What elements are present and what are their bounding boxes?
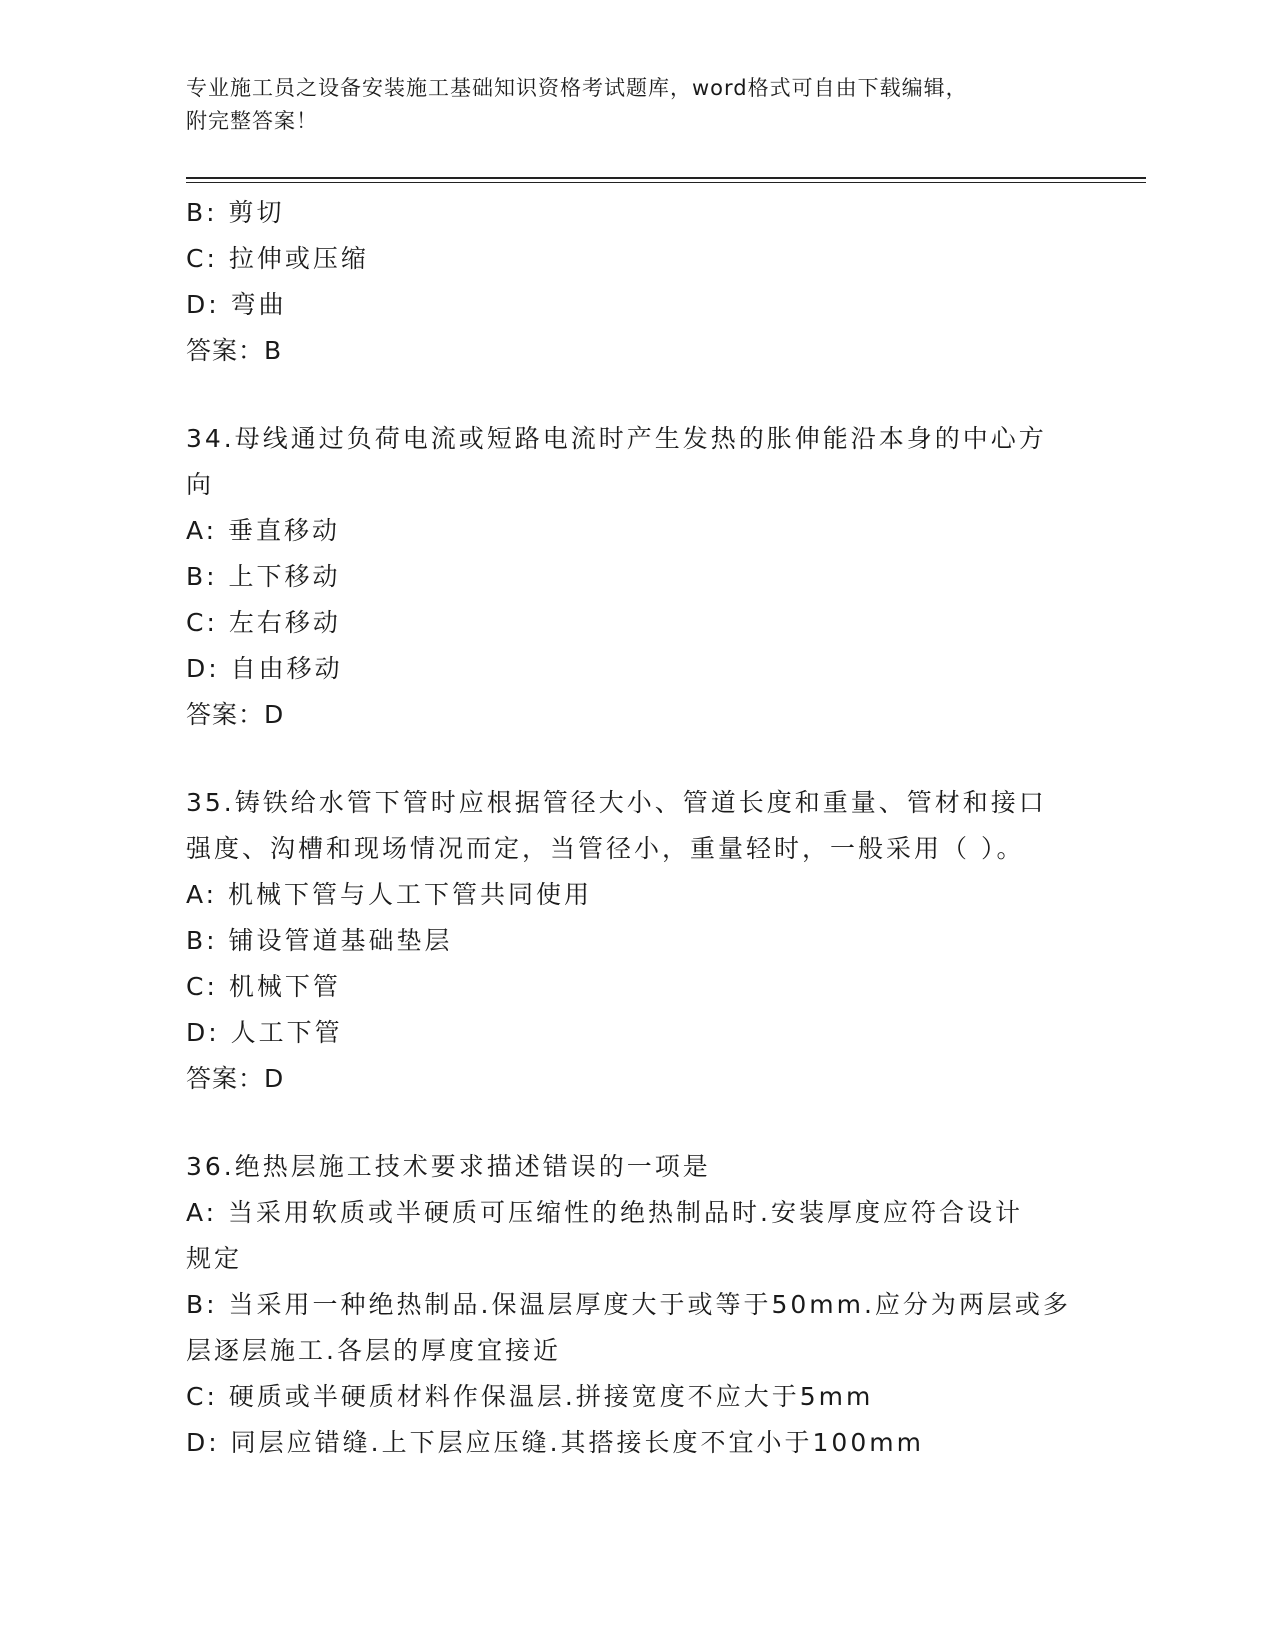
option-b-line-1: B: 当采用一种绝热制品.保温层厚度大于或等于50mm.应分为两层或多 [186,1290,1071,1319]
question-list [186,190,1086,1466]
question-36 [186,1144,1086,1466]
option-c: C: 硬质或半硬质材料作保温层.拼接宽度不应大于5mm [186,1382,874,1411]
option-b: B: 上下移动 [186,562,341,591]
page-header [186,72,1086,138]
question-stem-line-1: 36.绝热层施工技术要求描述错误的一项是 [186,1152,711,1181]
option-d: D: 弯曲 [186,290,287,319]
option-a-line-2: 规定 [186,1244,243,1273]
option-b: B: 剪切 [186,198,285,227]
header-line-2: 附完整答案！ [186,109,318,133]
option-c: C: 拉伸或压缩 [186,244,369,273]
option-c: C: 机械下管 [186,972,341,1001]
question-34 [186,416,1086,738]
question-35 [186,780,1086,1102]
header-divider-thin [186,182,1146,183]
answer-line: 答案：B [186,336,283,365]
question-33 [186,190,1086,374]
question-stem-line-2: 强度、沟槽和现场情况而定，当管径小，重量轻时，一般采用（ ）。 [186,834,1025,863]
question-stem-line-1: 34.母线通过负荷电流或短路电流时产生发热的胀伸能沿本身的中心方 [186,424,1047,453]
option-d: D: 自由移动 [186,654,343,683]
answer-line: 答案：D [186,1064,285,1093]
option-d: D: 同层应错缝.上下层应压缝.其搭接长度不宜小于100mm [186,1428,924,1457]
header-divider-thick [186,177,1146,179]
question-stem-line-2: 向 [186,470,215,499]
option-b: B: 铺设管道基础垫层 [186,926,453,955]
option-b-line-2: 层逐层施工.各层的厚度宜接近 [186,1336,561,1365]
option-a: A: 机械下管与人工下管共同使用 [186,880,593,909]
question-stem-line-1: 35.铸铁给水管下管时应根据管径大小、管道长度和重量、管材和接口 [186,788,1047,817]
answer-line: 答案：D [186,700,285,729]
header-line-1: 专业施工员之设备安装施工基础知识资格考试题库，word格式可自由下载编辑， [186,76,968,100]
option-a: A: 垂直移动 [186,516,341,545]
option-a-line-1: A: 当采用软质或半硬质可压缩性的绝热制品时.安装厚度应符合设计 [186,1198,1023,1227]
option-c: C: 左右移动 [186,608,341,637]
option-d: D: 人工下管 [186,1018,343,1047]
